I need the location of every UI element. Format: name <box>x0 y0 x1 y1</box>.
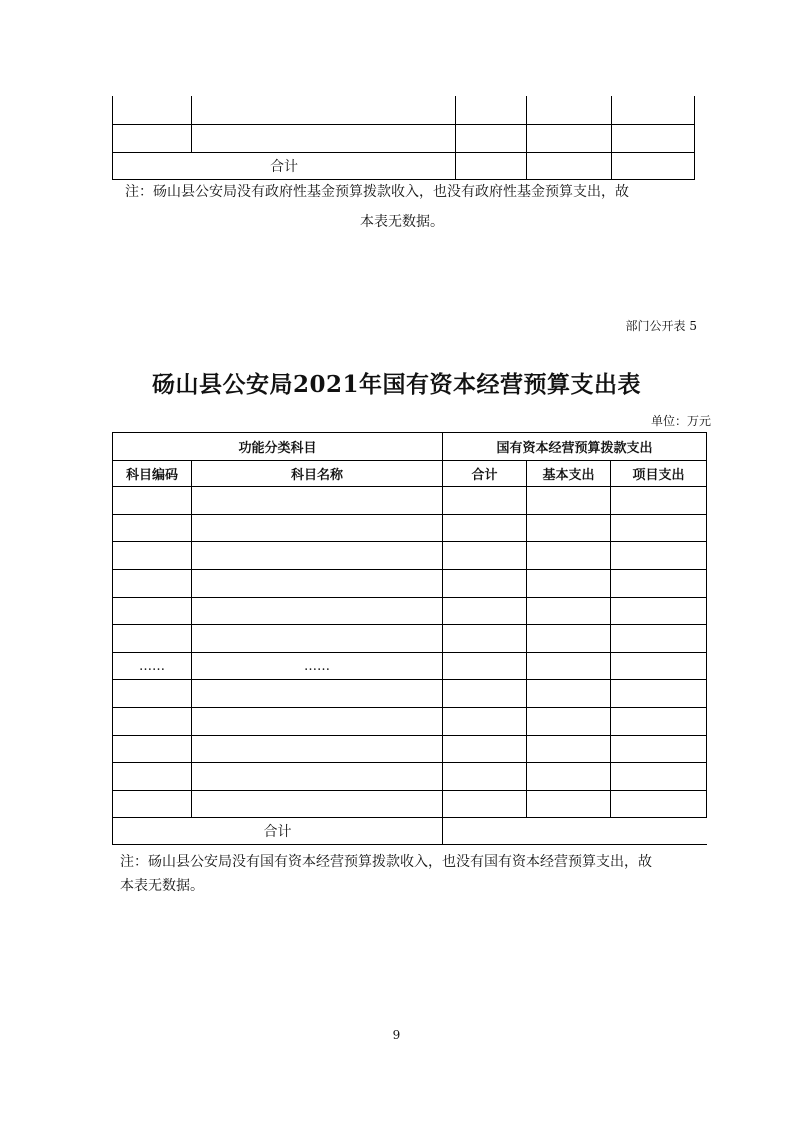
table-cell <box>192 124 456 152</box>
table-cell <box>113 625 192 653</box>
table-cell <box>192 708 443 736</box>
table-cell <box>456 96 527 124</box>
table-cell <box>443 625 527 653</box>
table-cell <box>192 542 443 570</box>
table-cell <box>611 487 707 515</box>
table-row <box>113 542 707 570</box>
table-cell <box>527 542 611 570</box>
table-cell <box>443 680 527 708</box>
table-cell <box>527 598 611 625</box>
unit-label: 单位：万元 <box>650 414 711 428</box>
table-cell <box>527 736 611 763</box>
col-header-total: 合计 <box>443 461 527 487</box>
table-cell <box>113 542 192 570</box>
top-table <box>112 96 695 180</box>
table-cell <box>527 680 611 708</box>
table-cell <box>192 791 443 818</box>
col-header-project: 项目支出 <box>611 461 707 487</box>
total-row <box>113 152 695 179</box>
ellipsis-name: …… <box>192 653 443 680</box>
table-cell <box>192 763 443 791</box>
col-header-basic: 基本支出 <box>527 461 611 487</box>
table-cell <box>527 124 612 152</box>
table-cell <box>443 791 527 818</box>
total-row <box>113 818 707 845</box>
table-cell <box>612 152 695 179</box>
group-header-left: 功能分类科目 <box>113 433 443 461</box>
group-header-row <box>113 433 707 461</box>
table-cell <box>611 791 707 818</box>
table-cell <box>527 570 611 598</box>
table-cell <box>456 152 527 179</box>
table-cell <box>611 763 707 791</box>
table-cell <box>192 487 443 515</box>
table-cell <box>611 570 707 598</box>
table-cell <box>192 680 443 708</box>
table-cell <box>192 625 443 653</box>
table-row <box>113 96 695 124</box>
table-cell <box>113 487 192 515</box>
page-title: 砀山县公安局2021年国有资本经营预算支出表 <box>151 371 641 398</box>
table-cell <box>611 515 707 542</box>
bottom-note-line2: 本表无数据。 <box>120 878 204 894</box>
col-header-name: 科目名称 <box>192 461 443 487</box>
table-cell <box>113 680 192 708</box>
ellipsis-code: …… <box>113 653 192 680</box>
table-row <box>113 487 707 515</box>
table-cell <box>113 763 192 791</box>
table-cell <box>443 515 527 542</box>
ellipsis-row <box>113 653 707 680</box>
top-note-line1: 注：砀山县公安局没有政府性基金预算拨款收入，也没有政府性基金预算支出，故 <box>125 184 629 200</box>
table-cell <box>611 625 707 653</box>
table-cell <box>192 598 443 625</box>
table-cell <box>113 515 192 542</box>
table-cell <box>443 487 527 515</box>
table-cell <box>527 791 611 818</box>
table-cell <box>443 763 527 791</box>
col-header-code: 科目编码 <box>113 461 192 487</box>
table-row <box>113 625 707 653</box>
table-row <box>113 680 707 708</box>
table-cell <box>113 96 192 124</box>
table-cell <box>113 791 192 818</box>
table-reference: 部门公开表 5 <box>625 319 697 333</box>
table-row <box>113 598 707 625</box>
table-cell <box>527 515 611 542</box>
table-cell <box>611 542 707 570</box>
table-cell <box>113 736 192 763</box>
table-cell <box>443 736 527 763</box>
table-cell <box>611 680 707 708</box>
table-cell <box>443 708 527 736</box>
table-cell <box>527 96 612 124</box>
table-cell <box>527 152 612 179</box>
total-blank <box>443 818 707 845</box>
table-row <box>113 124 695 152</box>
table-cell <box>113 598 192 625</box>
table-cell <box>456 124 527 152</box>
table-cell <box>612 96 695 124</box>
page-number: 9 <box>392 1028 401 1042</box>
bottom-note-line1: 注：砀山县公安局没有国有资本经营预算拨款收入，也没有国有资本经营预算支出，故 <box>120 854 652 870</box>
table-cell <box>611 736 707 763</box>
table-cell <box>611 598 707 625</box>
table-cell <box>443 542 527 570</box>
table-cell <box>611 708 707 736</box>
table-row <box>113 791 707 818</box>
table-cell <box>443 570 527 598</box>
top-note-line2: 本表无数据。 <box>360 214 444 230</box>
table-cell <box>527 763 611 791</box>
table-cell <box>113 570 192 598</box>
table-cell <box>192 736 443 763</box>
group-header-right: 国有资本经营预算拨款支出 <box>443 433 707 461</box>
table-row <box>113 708 707 736</box>
table-cell <box>527 708 611 736</box>
table-cell <box>527 487 611 515</box>
table-row <box>113 736 707 763</box>
total-label: 合计 <box>113 818 443 845</box>
column-header-row <box>113 461 707 487</box>
table-cell <box>443 598 527 625</box>
table-cell <box>192 570 443 598</box>
table-cell <box>192 515 443 542</box>
total-label: 合计 <box>113 152 456 179</box>
table-cell <box>443 653 527 680</box>
budget-table <box>112 432 707 845</box>
table-cell <box>611 653 707 680</box>
table-row <box>113 515 707 542</box>
table-cell <box>113 124 192 152</box>
table-cell <box>612 124 695 152</box>
table-row <box>113 763 707 791</box>
table-row <box>113 570 707 598</box>
table-cell <box>527 625 611 653</box>
table-cell <box>113 708 192 736</box>
table-cell <box>527 653 611 680</box>
table-cell <box>192 96 456 124</box>
